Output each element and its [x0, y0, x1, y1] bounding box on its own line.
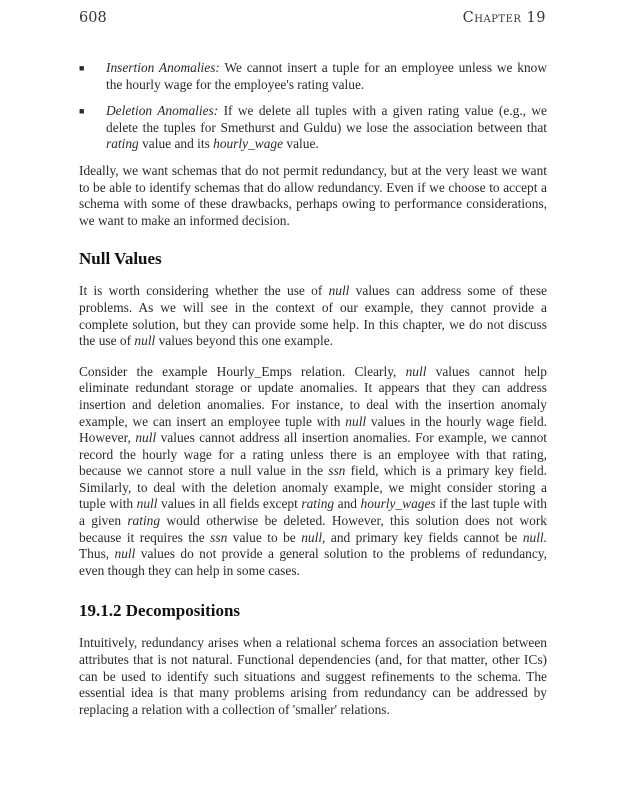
heading-decompositions: 19.1.2 Decompositions — [79, 601, 241, 621]
term-null: null, — [301, 529, 326, 545]
term-null: null — [345, 413, 367, 429]
text-run: values beyond this one example. — [155, 333, 334, 349]
bullet-icon: ■ — [79, 63, 85, 73]
bullet-text: value. — [283, 136, 319, 152]
paragraph-null-example — [79, 364, 547, 580]
text-run: values in the hourly wage field. However, — [79, 413, 547, 446]
list-item-insertion — [79, 60, 547, 93]
bullet-text: We cannot insert a tuple for an employee unless we know the hourly wage for the employee's rating value. — [106, 60, 548, 92]
text-run: and — [334, 496, 361, 512]
term-insertion: Insertion Anomalies: — [106, 60, 220, 75]
term-ssn: ssn — [210, 529, 228, 545]
term-ssn: ssn — [328, 463, 346, 479]
text-run: value to be — [227, 529, 302, 545]
text-run: Thus, — [79, 546, 115, 562]
chapter-title: Chapter 19 — [462, 10, 546, 26]
text-run: It is worth considering whether the use of — [79, 283, 329, 299]
paragraph-decompositions: Intuitively, redundancy arises when a relational schema forces an association between attributes that is not natural. Functional dependencies (and, for that matter, other ICs) can be used to identify such situations and suggest refinements to the schema. The essential idea is that many problems arising from redundancy can be addressed by replacing a relation with a collection of 'smaller' relations. — [79, 635, 547, 717]
term-deletion: Deletion Anomalies: — [106, 103, 219, 119]
bullet-text: If we delete all tuples with a given rating value (e.g., we delete the tuples for Smethurst and Guldu) we lose the association between that — [106, 103, 547, 135]
list-item-deletion — [79, 103, 547, 153]
text-run: values in all fields except — [157, 496, 302, 512]
term-null: null — [114, 546, 136, 562]
term-rating: rating — [301, 496, 335, 512]
term-hourly-wages: hourly_wages — [360, 496, 436, 512]
text-run: if the last tuple with a given — [79, 496, 547, 529]
text-run: field, which is a primary key field. Similarly, to deal with the deletion anomaly example, we might consider storing a tuple with — [79, 463, 548, 512]
term-hourly-wage: hourly_wage — [213, 136, 284, 152]
bullet-text: value and its — [138, 136, 214, 152]
page-number: 608 — [79, 10, 107, 26]
text-run: values do not provide a general solution to the problems of redundancy, even though they can help in some cases. — [79, 546, 547, 578]
paragraph-null-intro — [79, 283, 547, 349]
term-rating: rating — [127, 513, 161, 529]
text-run: Consider the example Hourly_Emps relation. Clearly, — [79, 363, 406, 379]
term-null: null — [405, 363, 427, 379]
page-content — [79, 60, 547, 732]
text-run: values can address some of these problems. As we will see in the context of our example, they cannot provide a complete solution, but they can provide some help. In this chapter, we do not discuss the use of — [79, 283, 547, 349]
paragraph-ideally: Ideally, we want schemas that do not permit redundancy, but at the very least we want to be able to identify schemas that do allow redundancy. Even if we choose to accept a schema with some of these drawbacks, perhaps owing to performance considerations, we want to make an informed decision. — [79, 162, 547, 228]
anomaly-list — [79, 60, 547, 153]
text-run: and primary key fields cannot be — [325, 529, 523, 545]
term-null: null — [134, 333, 156, 349]
page-header — [79, 10, 546, 32]
term-rating: rating — [106, 136, 139, 152]
term-null: null — [136, 496, 158, 512]
term-null: null — [328, 283, 350, 299]
term-null: null — [135, 430, 157, 446]
text-run: values cannot help eliminate redundant storage or update anomalies. It appears that they can address insertion and deletion anomalies. For instance, to deal with the insertion anomaly example, we can insert an employee tuple with — [79, 363, 547, 429]
term-null: null. — [522, 529, 547, 545]
heading-null-values: Null Values — [79, 249, 162, 269]
bullet-icon: ■ — [79, 106, 85, 117]
text-run: would otherwise be deleted. However, this solution does not work because it requires the — [79, 513, 547, 545]
text-run: values cannot address all insertion anomalies. For example, we cannot record the hourly wage for a rating unless there is an employee with that rating, because we cannot store a null value in the — [79, 430, 547, 479]
